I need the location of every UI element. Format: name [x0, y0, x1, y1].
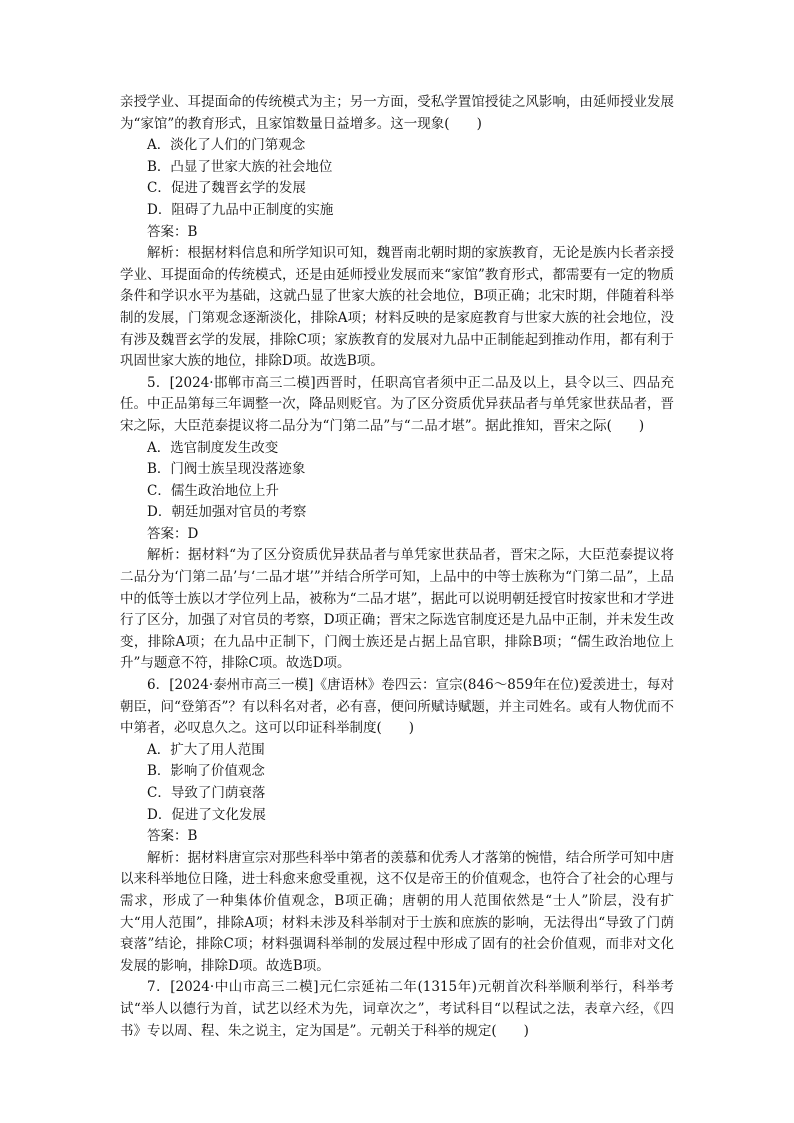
question-5-answer: 答案：D — [147, 525, 199, 542]
question-4-answer: 答案：B — [147, 223, 198, 240]
question-4-option-c: C．促进了魏晋玄学的发展 — [147, 180, 306, 197]
question-6-analysis: 解析：据材料唐宣宗对那些科举中第者的羡慕和优秀人才落第的惋惜，结合所学可知中唐以来科举地位日隆，进士科愈来愈受重视，这不仅是帝王的价值观念，也符合了社会的心理与需求，形成了一种集体价值观念，B项正确；唐朝的用人范围依然是“士人”阶层，没有扩大“用人范围”，排除A项；材料未涉及科举制对于士族和庶族的影响，无法得出“导致了门荫衰落”结论，排除C项；材料强调科举制的发展过程中形成了固有的社会价值观，而非对文化发展的影响，排除D项。故选B项。 — [120, 849, 674, 974]
question-4-analysis: 解析：根据材料信息和所学知识可知，魏晋南北朝时期的家族教育，无论是族内长者亲授学业、耳提面命的传统模式，还是由延师授业发展而来“家馆”教育形式，都需要有一定的物质条件和学识水平为基础，这就凸显了世家大族的社会地位，B项正确；北宋时期，伴随着科举制的发展，门第观念逐渐淡化，排除A项；材料反映的是家庭教育与世家大族的社会地位，没有涉及魏晋玄学的发展，排除C项；家族教育的发展对九品中正制能起到推动作用，都有利于巩固世家大族的地位，排除D项。故选B项。 — [120, 245, 674, 370]
question-6-option-c: C．导致了门荫衰落 — [147, 785, 266, 801]
question-6-option-d: D．促进了文化发展 — [147, 806, 266, 823]
question-7-stem: 7．[2024·中山市高三二模]元仁宗延祐二年(1315年)元朝首次科举顺利举行，科举考试“举人以德行为首，试艺以经术为先，词章次之”，考试科目“以程试之法，表章六经，《四书》专以周、程、朱之说主，定为国是”。元朝关于科举的规定( ) — [120, 979, 674, 1039]
question-5-analysis: 解析：据材料“为了区分资质优异获品者与单凭家世获品者，晋宋之际，大臣范泰提议将二品分为‘门第二品’与‘二品才堪’”并结合所学可知，上品中的中等士族称为“门第二品”，上品中的低等士族以才学位列上品，被称为“二品才堪”，据此可以说明朝廷授官时按家世和才学进行了区分，加强了对官员的考察，D项正确；晋宋之际选官制度还是九品中正制，并未发生改变，排除A项；在九品中正制下，门阀士族还是占据上品官职，排除B项；“儒生政治地位上升”与题意不符，排除C项。故选D项。 — [120, 547, 674, 672]
question-4-option-d: D．阻碍了九品中正制度的实施 — [147, 201, 334, 218]
question-5-option-a: A．选官制度发生改变 — [147, 439, 279, 456]
question-4-stem-continued: 亲授学业、耳提面命的传统模式为主；另一方面，受私学置馆授徒之风影响，由延师授业发展为“家馆”的教育形式，且家馆数量日益增多。这一现象( ) — [120, 94, 674, 132]
question-6-answer: 答案：B — [147, 828, 198, 845]
question-5-option-b: B．门阀士族呈现没落迹象 — [147, 461, 306, 478]
question-5-option-d: D．朝廷加强对官员的考察 — [147, 504, 307, 521]
question-5-option-c: C．儒生政治地位上升 — [147, 482, 279, 499]
question-4-option-a: A．淡化了人们的门第观念 — [147, 137, 306, 154]
question-6-stem: 6．[2024·泰州市高三一模]《唐语林》卷四云：宣宗(846～859年在位)爱羡进士，每对朝臣，问“登第否”？有以科名对者，必有喜，便问所赋诗赋题，并主司姓名。或有人物优而不中第者，必叹息久之。这可以印证科举制度( ) — [120, 677, 674, 737]
question-5-stem: 5．[2024·邯郸市高三二模]西晋时，任职高官者须中正二品及以上，县令以三、四品充任。中正品第每三年调整一次，降品则贬官。为了区分资质优异获品者与单凭家世获品者，晋宋之际，大臣范泰提议将二品分为“门第二品”与“二品才堪”。据此推知，晋宋之际( ) — [120, 374, 674, 434]
question-6-option-a: A．扩大了用人范围 — [147, 741, 265, 758]
question-4-option-b: B．凸显了世家大族的社会地位 — [147, 158, 333, 175]
question-6-option-b: B．影响了价值观念 — [147, 763, 265, 780]
document-body — [120, 92, 674, 1042]
